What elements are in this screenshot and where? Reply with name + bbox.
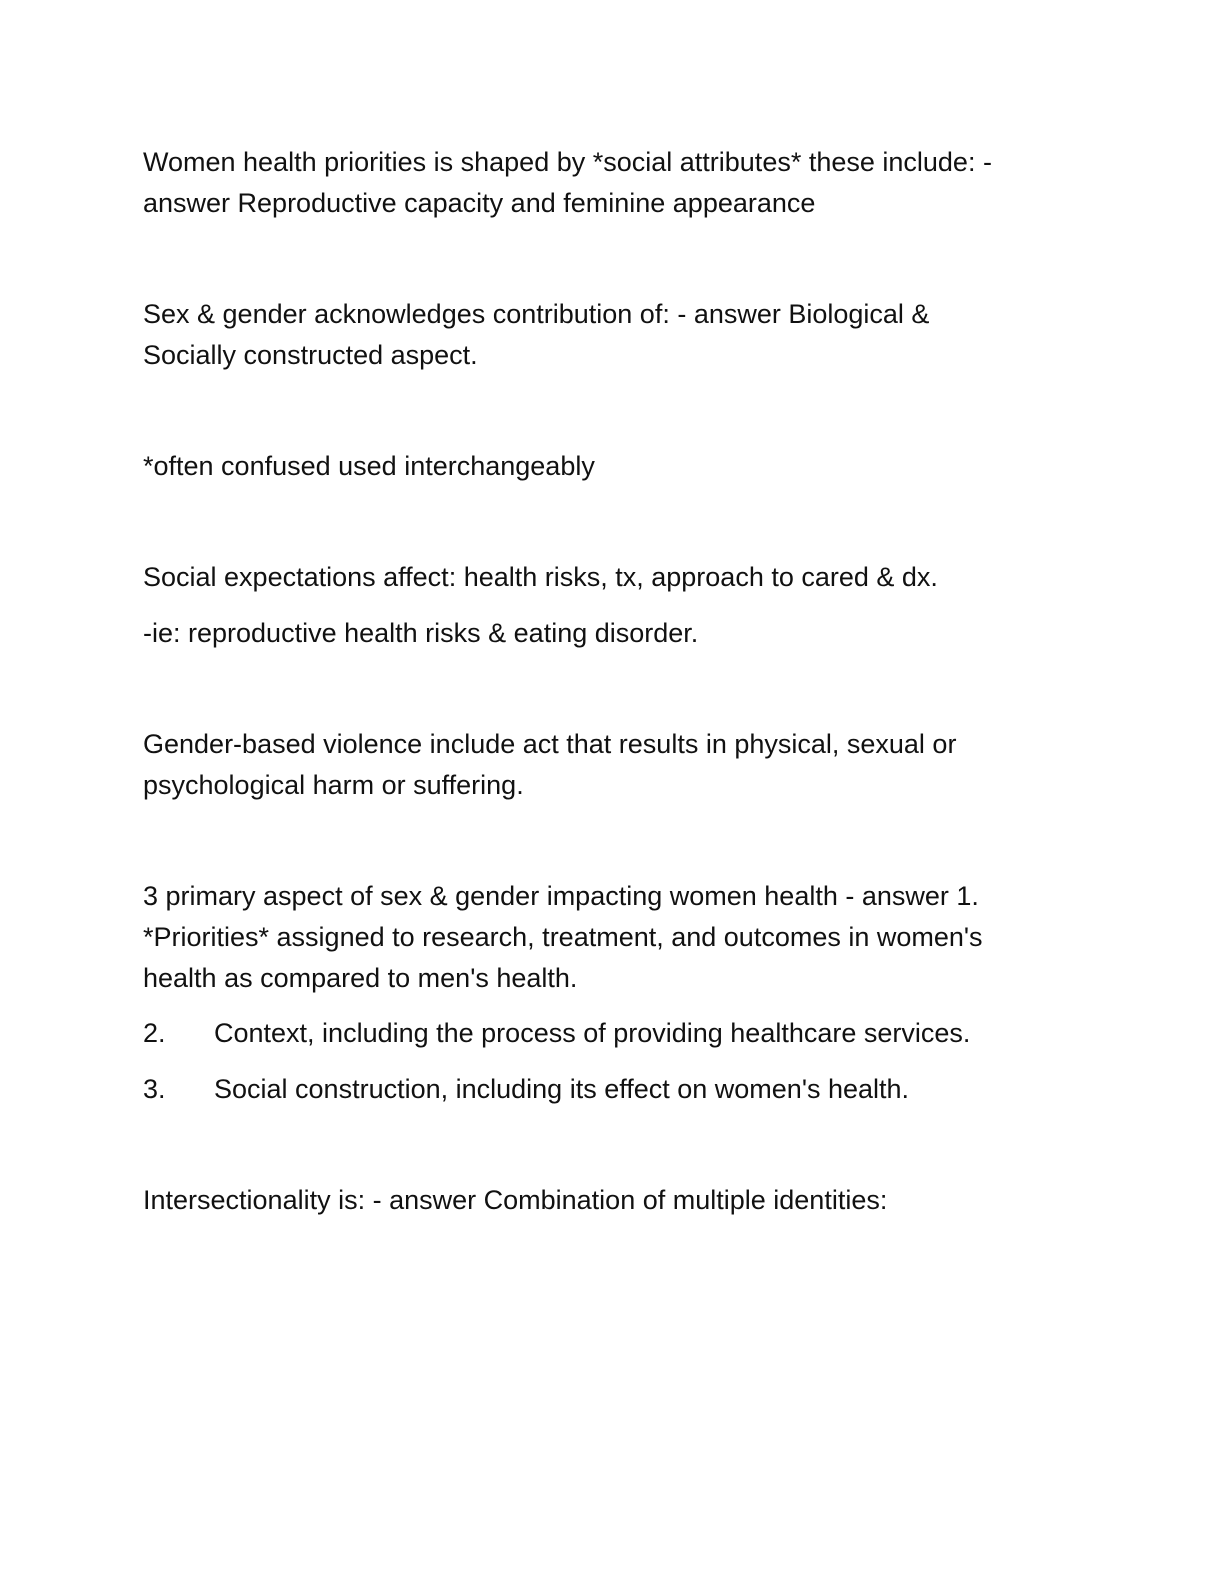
list-item [143,1069,1103,1110]
paragraph-social-attributes [143,142,1103,224]
paragraph-line: Sex & gender acknowledges contribution of: - answer Biological & [143,299,930,329]
paragraph-line: answer Reproductive capacity and feminine appearance [143,188,816,218]
paragraph-line: Gender-based violence include act that results in physical, sexual or [143,729,957,759]
paragraph-line: Socially constructed aspect. [143,340,478,370]
paragraph-line: *often confused used interchangeably [143,451,595,481]
list-text: Social construction, including its effect on women's health. [214,1074,910,1104]
paragraph-gender-violence [143,724,1103,806]
paragraph-line: Women health priorities is shaped by *social attributes* these include: - [143,147,992,177]
paragraph-sex-gender [143,294,1103,376]
list-number: 2. [143,1018,166,1048]
list-text: Context, including the process of providing healthcare services. [214,1018,971,1048]
paragraph-line: health as compared to men's health. [143,963,578,993]
list-item [143,1013,1103,1054]
paragraph-line: *Priorities* assigned to research, treatment, and outcomes in women's [143,922,983,952]
paragraph-intersectionality [143,1180,1103,1221]
paragraph-line: psychological harm or suffering. [143,770,524,800]
list-number: 3. [143,1074,166,1104]
paragraph-line: Intersectionality is: - answer Combination of multiple identities: [143,1185,888,1215]
paragraph-line: -ie: reproductive health risks & eating disorder. [143,618,699,648]
paragraph-primary-aspects [143,876,1103,999]
paragraph-line: 3 primary aspect of sex & gender impacting women health - answer 1. [143,881,979,911]
paragraph-social-expectations [143,557,1103,598]
paragraph-line: Social expectations affect: health risks, tx, approach to cared & dx. [143,562,938,592]
paragraph-example [143,613,1103,654]
paragraph-often-confused [143,446,1103,487]
